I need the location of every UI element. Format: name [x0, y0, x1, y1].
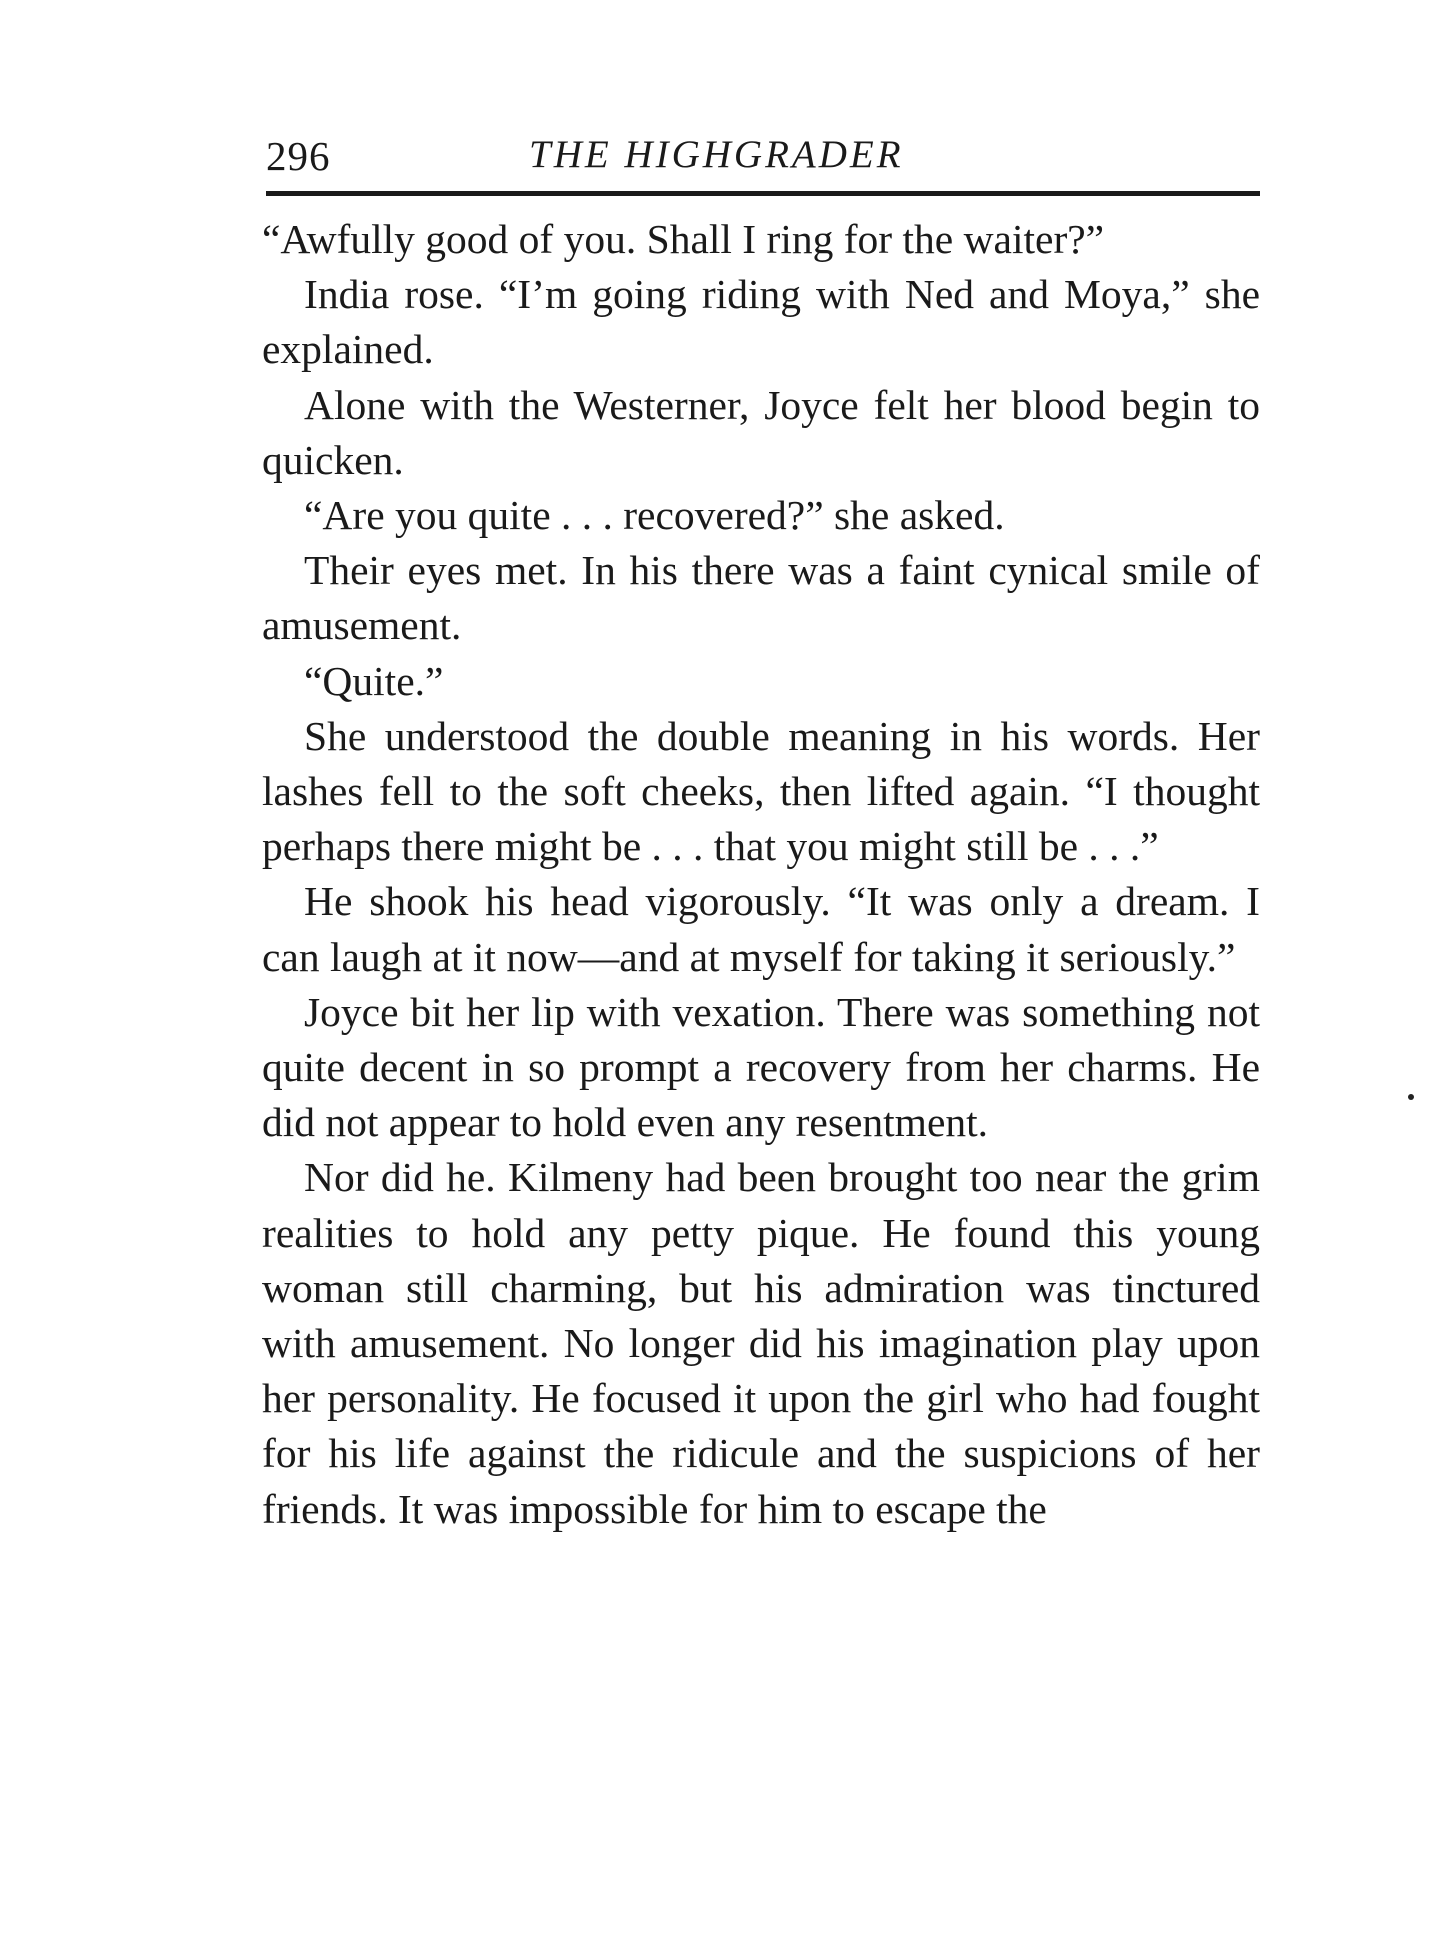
body-text: [262, 212, 1260, 1537]
running-title: THE HIGHGRADER: [529, 133, 904, 176]
paragraph: Their eyes met. In his there was a faint cynical smile of amusement.: [262, 547, 1260, 649]
running-head: [262, 128, 1260, 188]
header-rule: [266, 191, 1260, 196]
paragraph: She understood the double meaning in his words. Her lashes fell to the soft cheeks, then lifted again. “I thought perhaps there might be . . . that you might still be . . .”: [262, 712, 1260, 870]
paragraph: India rose. “I’m going riding with Ned and Moya,” she explained.: [262, 271, 1260, 373]
paragraph: “Awfully good of you. Shall I ring for the waiter?”: [262, 216, 1105, 262]
paragraph: Nor did he. Kilmeny had been brought too near the grim realities to hold any petty pique. He found this young woman still charming, but his admiration was tinctured with amusement. No longer did his imagination play upon her personality. He focused it upon the girl who had fought for his life against the ridicule and the suspicions of her friends. It was impossible for him to escape the: [262, 1154, 1260, 1532]
paragraph: Joyce bit her lip with vexation. There was something not quite decent in so prompt a recovery from her charms. He did not appear to hold even any resentment.: [262, 988, 1260, 1146]
paragraph: “Quite.”: [304, 657, 444, 704]
paragraph: “Are you quite . . . recovered?” she asked.: [304, 492, 1005, 539]
paragraph: Alone with the Westerner, Joyce felt her blood begin to quicken.: [262, 381, 1260, 483]
paragraph: He shook his head vigorously. “It was only a dream. I can laugh at it now—and at myself for taking it seriously.”: [262, 878, 1260, 980]
scan-speck: [1408, 1094, 1414, 1100]
book-page: [262, 128, 1260, 1532]
page-number: 296: [266, 133, 331, 179]
